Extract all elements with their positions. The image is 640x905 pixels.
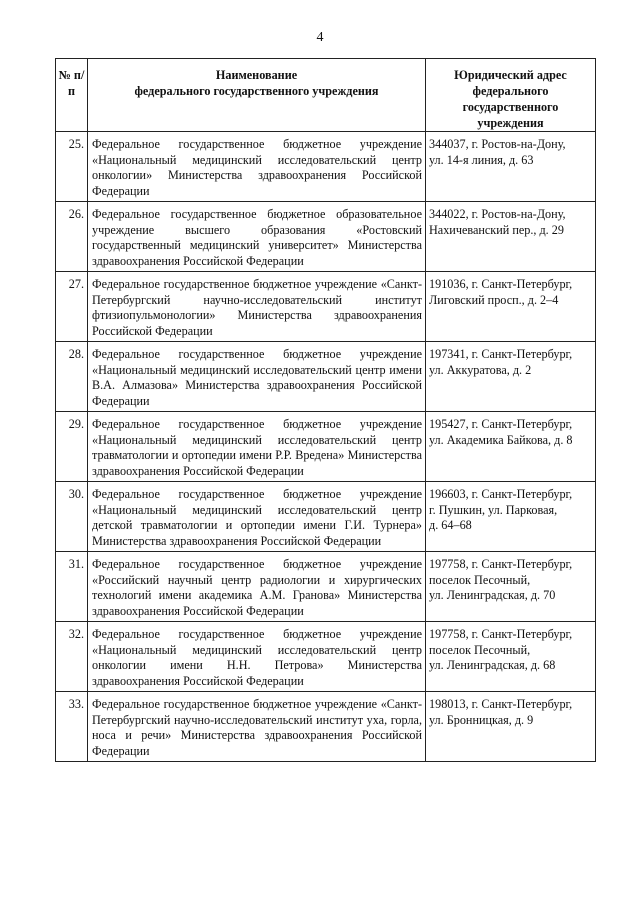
institution-name: Федеральное государственное бюджетное учреждение «Национальный медицинский исследовательский центр имени В.А. Алмазова» Министерства здравоохранения Российской Федерации xyxy=(88,342,426,412)
row-number: 29. xyxy=(56,412,88,482)
legal-address xyxy=(426,272,596,342)
header-address-line: Юридический адрес xyxy=(454,68,567,82)
row-number: 26. xyxy=(56,202,88,272)
address-line: д. 64–68 xyxy=(429,518,472,532)
institution-name: Федеральное государственное бюджетное учреждение «Российский научный центр радиологии и хирургических технологий имени академика А.М. Гранова» Министерства здравоохранения Российской Федерации xyxy=(88,552,426,622)
header-address xyxy=(426,59,596,132)
institution-name: Федеральное государственное бюджетное образовательное учреждение высшего образования «Ростовский государственный медицинский университет» Министерства здравоохранения Российской Федерации xyxy=(88,202,426,272)
table-row xyxy=(56,412,596,482)
table-row xyxy=(56,202,596,272)
page-number: 4 xyxy=(316,30,324,45)
address-line: поселок Песочный, xyxy=(429,572,531,587)
address-line: г. Пушкин, ул. Парковая, xyxy=(429,502,558,517)
table-row xyxy=(56,132,596,202)
table-row xyxy=(56,692,596,762)
address-line: 195427, г. Санкт-Петербург, xyxy=(429,417,573,431)
table-row xyxy=(56,272,596,342)
legal-address xyxy=(426,552,596,622)
institutions-table xyxy=(55,58,596,762)
institution-name: Федеральное государственное бюджетное учреждение «Санкт-Петербургский научно-исследовательский институт фтизиопульмонологии» Министерства здравоохранения Российской Федерации xyxy=(88,272,426,342)
header-name-line: федерального государственного учреждения xyxy=(134,84,379,98)
legal-address xyxy=(426,202,596,272)
header-number: № п/п xyxy=(56,59,88,132)
row-number: 31. xyxy=(56,552,88,622)
address-line: ул. Академика Байкова, д. 8 xyxy=(429,432,573,447)
table-row xyxy=(56,622,596,692)
address-line: 197758, г. Санкт-Петербург, xyxy=(429,557,573,571)
address-line: 344037, г. Ростов-на-Дону, xyxy=(429,137,566,151)
row-number: 25. xyxy=(56,132,88,202)
address-line: поселок Песочный, xyxy=(429,642,531,657)
legal-address xyxy=(426,622,596,692)
legal-address xyxy=(426,132,596,202)
address-line: 344022, г. Ростов-на-Дону, xyxy=(429,207,566,221)
header-address-line: государственного xyxy=(462,100,559,114)
table-row xyxy=(56,552,596,622)
address-line: ул. Ленинградская, д. 68 xyxy=(429,658,556,672)
institution-name: Федеральное государственное бюджетное учреждение «Санкт-Петербургский научно-исследовательский институт уха, горла, носа и речи» Министерства здравоохранения Российской Федерации xyxy=(88,692,426,762)
table-header-row xyxy=(56,59,596,132)
row-number: 33. xyxy=(56,692,88,762)
legal-address xyxy=(426,342,596,412)
header-address-line: федерального xyxy=(472,84,549,98)
legal-address xyxy=(426,412,596,482)
header-name xyxy=(88,59,426,132)
address-line: ул. Аккуратова, д. 2 xyxy=(429,362,532,377)
row-number: 28. xyxy=(56,342,88,412)
address-line: 196603, г. Санкт-Петербург, xyxy=(429,487,573,501)
institution-name: Федеральное государственное бюджетное учреждение «Национальный медицинский исследовательский центр травматологии и ортопедии имени Р.Р. Вредена» Министерства здравоохранения Российской Федерации xyxy=(88,412,426,482)
institution-name: Федеральное государственное бюджетное учреждение «Национальный медицинский исследовательский центр детской травматологии и ортопедии имени Г.И. Турнера» Министерства здравоохранения Российской Федерации xyxy=(88,482,426,552)
row-number: 32. xyxy=(56,622,88,692)
institution-name: Федеральное государственное бюджетное учреждение «Национальный медицинский исследовательский центр онкологии» Министерства здравоохранения Российской Федерации xyxy=(88,132,426,202)
address-line: ул. Ленинградская, д. 70 xyxy=(429,588,556,602)
address-line: 198013, г. Санкт-Петербург, xyxy=(429,697,573,711)
address-line: 191036, г. Санкт-Петербург, xyxy=(429,277,573,291)
institution-name: Федеральное государственное бюджетное учреждение «Национальный медицинский исследовательский центр онкологии имени Н.Н. Петрова» Министерства здравоохранения Российской Федерации xyxy=(88,622,426,692)
legal-address xyxy=(426,482,596,552)
row-number: 30. xyxy=(56,482,88,552)
address-line: Нахичеванский пер., д. 29 xyxy=(429,222,564,237)
address-line: 197341, г. Санкт-Петербург, xyxy=(429,347,573,361)
address-line: 197758, г. Санкт-Петербург, xyxy=(429,627,573,641)
address-line: ул. Бронницкая, д. 9 xyxy=(429,712,534,727)
header-name-line: Наименование xyxy=(215,68,298,82)
address-line: ул. 14-я линия, д. 63 xyxy=(429,152,534,167)
address-line: Лиговский просп., д. 2–4 xyxy=(429,292,559,307)
table-row xyxy=(56,342,596,412)
table-row xyxy=(56,482,596,552)
legal-address xyxy=(426,692,596,762)
header-address-line: учреждения xyxy=(477,116,544,130)
row-number: 27. xyxy=(56,272,88,342)
